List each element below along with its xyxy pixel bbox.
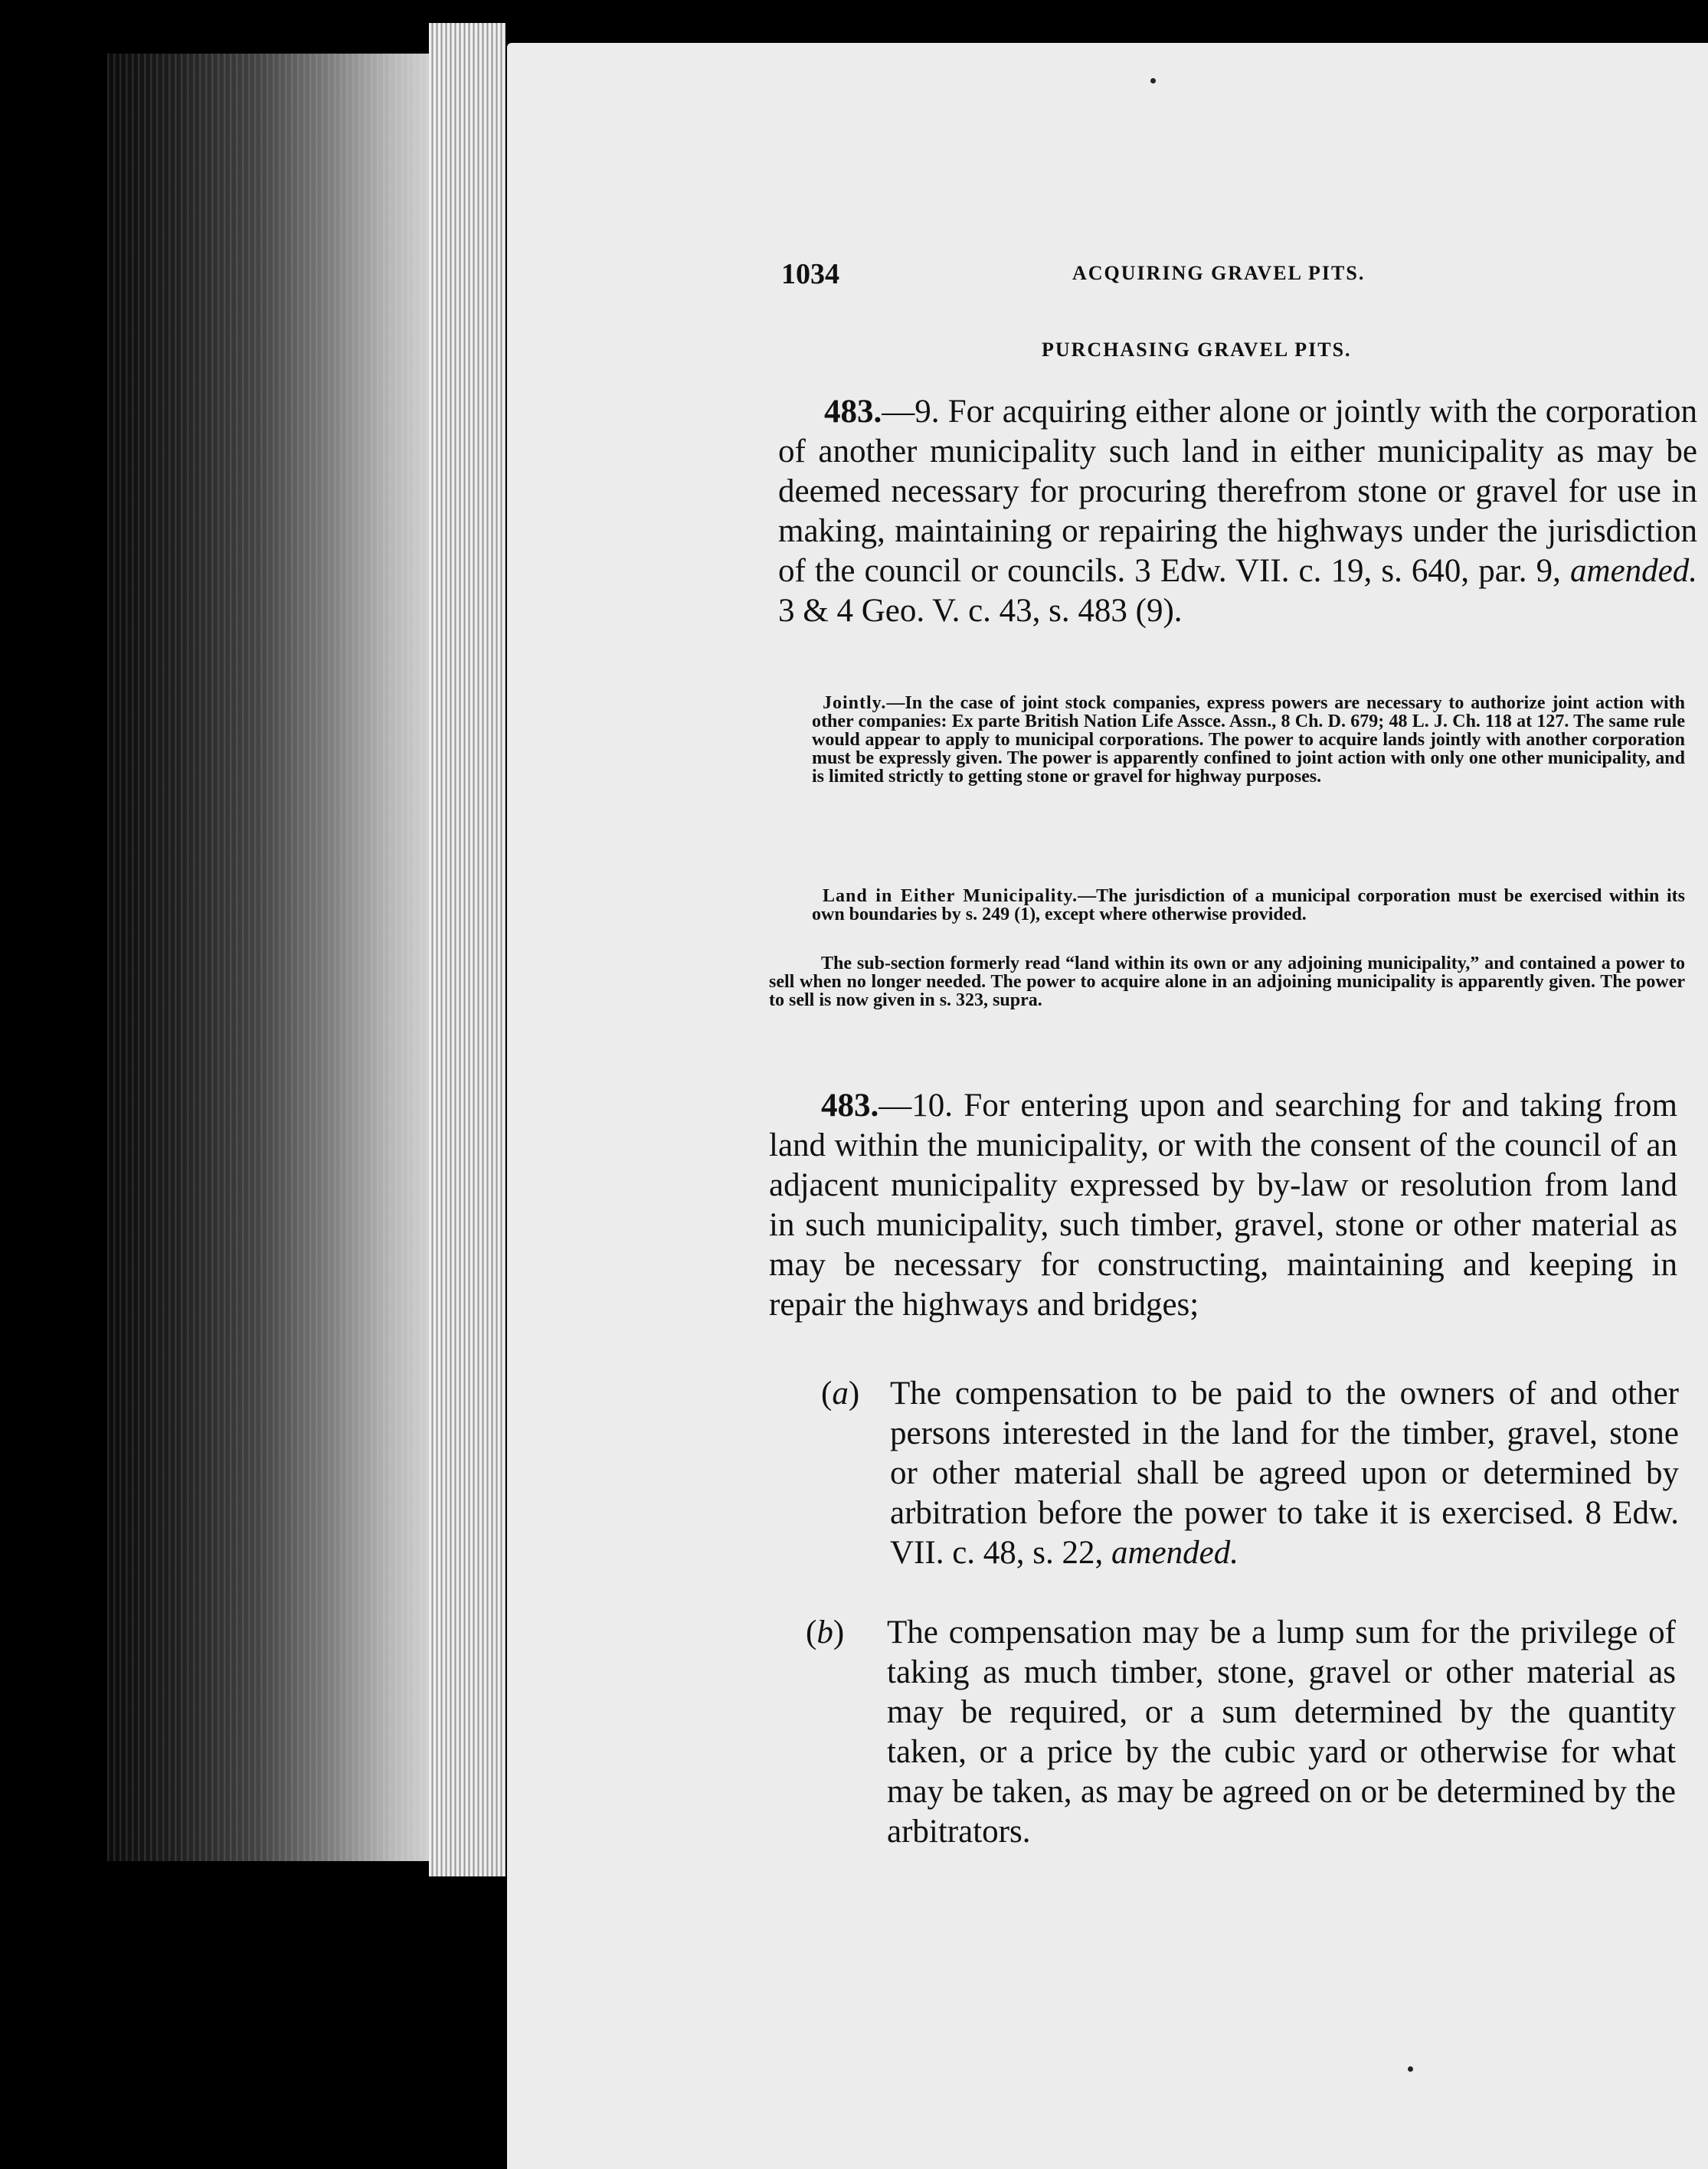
page-stack <box>429 23 506 1876</box>
note-text: —The jurisdiction of a municipal corporation must be exercised within its own boundaries by s. 249 (1), except where otherwise provided. <box>812 886 1686 924</box>
section-text: —9. For acquiring either alone or jointly with the corporation of another municipality such land in either municipality as may be deemed necessary for procuring therefrom stone or gravel for use in making, maintaining or repairing the highways under the jurisdiction of the council or councils. 3 Edw. VII. c. 19, s. 640, par. 9, <box>778 394 1697 589</box>
note-land <box>812 887 1685 924</box>
clause-a <box>890 1374 1679 1573</box>
amended-mark: amended. <box>1570 553 1697 589</box>
page-mark <box>1150 78 1156 83</box>
note-text: —In the case of joint stock companies, express powers are necessary to authorize joint action with other companies: Ex parte British Nation Life Assce. Assn., 8 Ch. D. 679; 48 L. J. Ch. 118 at 127. The same rule would appear to apply to municipal corporations. The power to acquire lands jointly with another corporation must be expressly given. The power is apparently confined to joint action with only one other municipality, and is limited strictly to getting stone or gravel for highway purposes. <box>812 693 1685 787</box>
note-land-para: The sub-section formerly read “land within its own or any adjoining municipality,” and contained a power to sell when no longer needed. The power to acquire alone in an adjoining municipality is apparently given. The power to sell is now given in s. 323, supra. <box>769 954 1685 1010</box>
note-jointly <box>812 694 1685 786</box>
clause-b: The compensation may be a lump sum for the privilege of taking as much timber, stone, gravel or other material as may be required, or a sum determined by the quantity taken, or a price by the cubic yard or otherwise for what may be taken, as may be agreed on or be determined by the arbitrators. <box>887 1614 1676 1850</box>
running-title: ACQUIRING GRAVEL PITS. <box>1072 262 1366 284</box>
section-heading: PURCHASING GRAVEL PITS. <box>1042 339 1352 361</box>
note-lead: Jointly. <box>823 693 887 713</box>
page-number: 1034 <box>781 258 839 290</box>
section-483-10 <box>769 1086 1677 1325</box>
note-lead: Land in Either Municipality. <box>823 886 1078 906</box>
book-fore-edge <box>107 54 444 1861</box>
section-483-9 <box>778 392 1697 631</box>
page-mark <box>1408 2066 1413 2072</box>
section-number: 483. <box>821 1088 879 1124</box>
section-text: —10. For entering upon and searching for and taking from land within the municipality, or with the consent of the council of an adjacent municipality expressed by by-law or resolution from land in such municipality, such timber, gravel, stone or other material as may be necessary for constructing, maintaining and keeping in repair the highways and bridges; <box>769 1088 1677 1323</box>
amended-mark: amended. <box>1111 1535 1238 1571</box>
section-number: 483. <box>824 394 882 430</box>
clause-b-label: (b) <box>806 1614 845 1650</box>
clause-text: The compensation to be paid to the owners of and other persons interested in the land for the timber, gravel, stone or other material shall be agreed upon or determined by arbitration before the power to take it is exercised. 8 Edw. VII. c. 48, s. 22, <box>890 1376 1679 1571</box>
section-citation: 3 & 4 Geo. V. c. 43, s. 483 (9). <box>778 593 1183 629</box>
clause-a-label: (a) <box>821 1376 860 1412</box>
